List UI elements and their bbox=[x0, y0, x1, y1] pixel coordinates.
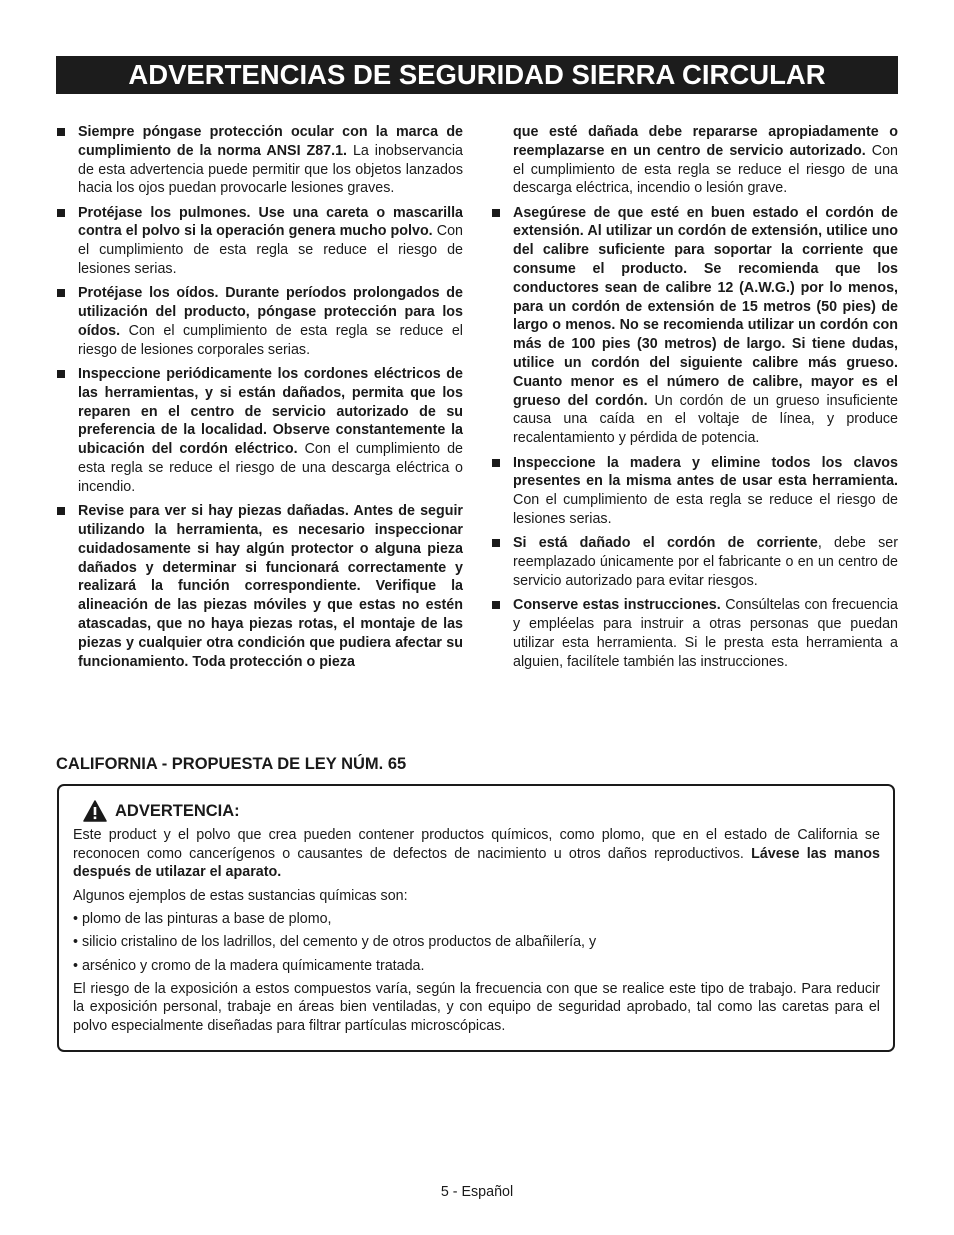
item-bold-text: Inspeccione la madera y elimine todos los clavos presentes en la misma antes de usar esta herramienta. bbox=[513, 454, 898, 490]
list-item bbox=[56, 123, 463, 198]
item-text: Con el cumplimiento de esta regla se reduce el riesgo de lesiones serias. bbox=[513, 492, 898, 527]
warning-label: ADVERTENCIA: bbox=[115, 801, 240, 820]
right-bullet-list bbox=[491, 123, 898, 671]
item-bold-text: que esté dañada debe repararse apropiadamente o reemplazarse en un centro de servicio autorizado. bbox=[513, 124, 898, 159]
list-item bbox=[491, 596, 898, 671]
item-text: Con el cumplimiento de esta regla se reduce el riesgo de una descarga eléctrica o incendio. bbox=[78, 441, 464, 495]
item-text: Un cordón de un grueso insuficiente causa una caída en el voltaje de línea, y produce recalentamiento y pérdida de potencia. bbox=[513, 392, 898, 447]
closing-paragraph: El riesgo de la exposición a estos compuestos varía, según la frecuencia con que se realice este tipo de trabajo. Para reducir la exposición personal, trabaje en áreas bien ventiladas, y con equipo de seguridad aprobado, tal como las caretas para el polvo especialmente diseñadas para filtrar partículas microscópicas. bbox=[73, 980, 880, 1034]
item-text: Con el cumplimiento de esta regla se reduce el riesgo de lesiones corporales serias. bbox=[78, 322, 463, 358]
warning-paragraph bbox=[73, 826, 880, 882]
page-footer: 5 - Español bbox=[440, 1184, 514, 1200]
list-item bbox=[491, 204, 898, 448]
item-text: La inobservancia de esta advertencia puede permitir que los objetos lanzados hacia los ojos puedan provocarle lesiones graves. bbox=[78, 142, 463, 197]
item-bold-text: Conserve estas instrucciones. bbox=[513, 597, 721, 614]
item-bold-text: Protéjase los pulmones. Use una careta o mascarilla contra el polvo si la operación genera mucho polvo. bbox=[78, 204, 463, 240]
left-bullet-list bbox=[56, 123, 463, 671]
page-title: ADVERTENCIAS DE SEGURIDAD SIERRA CIRCULAR bbox=[128, 59, 826, 90]
item-bold-text: Revise para ver si hay piezas dañadas. Antes de seguir utilizando la herramienta, es necesario inspeccionar cuidadosamente si hay algún protector o alguna pieza dañados y determinar si funcionará correctamente y realizará la función correspondiente. Verifique la alineación de las piezas móviles y que estas no estén atascadas, que no haya piezas rotas, el montaje de las piezas y cualquier otra condición que pudiera afectar su funcionamiento. Toda protección o pieza bbox=[78, 503, 463, 670]
item-bold-text: Asegúrese de que esté en buen estado el cordón de extensión. Al utilizar un cordón de extensión, utilice uno del calibre suficiente para soportar la corriente que consume el producto. Se recomienda que los conductores sean de calibre 12 (A.W.G.) por lo menos, para un cordón de extensión de 15 metros (50 pies) de largo o menos. No se recomienda utilizar un cordón con más de 100 pies (30 metros) de largo. Si tiene dudas, utilice un cordón del siguiente calibre más grueso. Cuanto menor es el número de calibre, mayor es el grueso del cordón. bbox=[513, 204, 898, 409]
list-item bbox=[56, 502, 463, 671]
item-text: Consúltelas con frecuencia y empléelas para instruir a otras personas que puedan utilizar esta herramienta. Si le presta esta herramienta a alguien, facilítele también las instrucciones. bbox=[513, 597, 898, 670]
item-bold-text: Protéjase los oídos. Durante períodos prolongados de utilización del producto, póngase protección para los oídos. bbox=[78, 285, 463, 339]
item-text: Con el cumplimiento de esta regla se reduce el riesgo de una descarga eléctrica, incendio o lesión grave. bbox=[513, 142, 899, 197]
warning-header bbox=[83, 800, 880, 822]
item-text: , debe ser reemplazado únicamente por el fabricante o en un centro de servicio autorizado para evitar riesgos. bbox=[513, 535, 898, 589]
warning-bold-text: Lávese las manos después de utilazar el aparato. bbox=[73, 845, 880, 881]
item-bold-text: Siempre póngase protección ocular con la marca de cumplimiento de la norma ANSI Z87.1. bbox=[78, 124, 463, 159]
list-item-continued bbox=[491, 123, 898, 198]
left-column bbox=[56, 123, 463, 677]
warning-text: Este product y el polvo que crea pueden contener productos químicos, como plomo, que en el estado de California se reconocen como cancerígenos o causantes de defectos de nacimiento u otros daños reproductivos. bbox=[73, 827, 880, 862]
list-item bbox=[56, 365, 463, 497]
list-item bbox=[56, 284, 463, 359]
title-banner bbox=[56, 56, 898, 94]
list-item bbox=[56, 204, 463, 279]
list-item bbox=[491, 454, 898, 529]
item-bold-text: Si está dañado el cordón de corriente bbox=[513, 535, 818, 552]
warning-triangle-icon bbox=[83, 800, 107, 822]
example-item: • arsénico y cromo de la madera químicamente tratada. bbox=[73, 957, 425, 974]
list-item bbox=[491, 534, 898, 590]
prop65-heading: CALIFORNIA - PROPUESTA DE LEY NÚM. 65 bbox=[56, 755, 407, 773]
examples-intro: Algunos ejemplos de estas sustancias químicas son: bbox=[73, 887, 408, 904]
item-text: Con el cumplimiento de esta regla se reduce el riesgo de lesiones serias. bbox=[78, 223, 463, 278]
example-item: • silicio cristalino de los ladrillos, del cemento y de otros productos de albañilería, y bbox=[73, 934, 597, 951]
prop65-warning-box bbox=[57, 784, 895, 1052]
example-item: • plomo de las pinturas a base de plomo, bbox=[73, 911, 332, 928]
item-bold-text: Inspeccione periódicamente los cordones eléctricos de las herramientas, y si están dañados, permita que los reparen en el centro de servicio autorizado de su preferencia de la localidad. Observe constantemente la ubicación del cordón eléctrico. bbox=[78, 366, 463, 458]
right-column bbox=[491, 123, 898, 677]
